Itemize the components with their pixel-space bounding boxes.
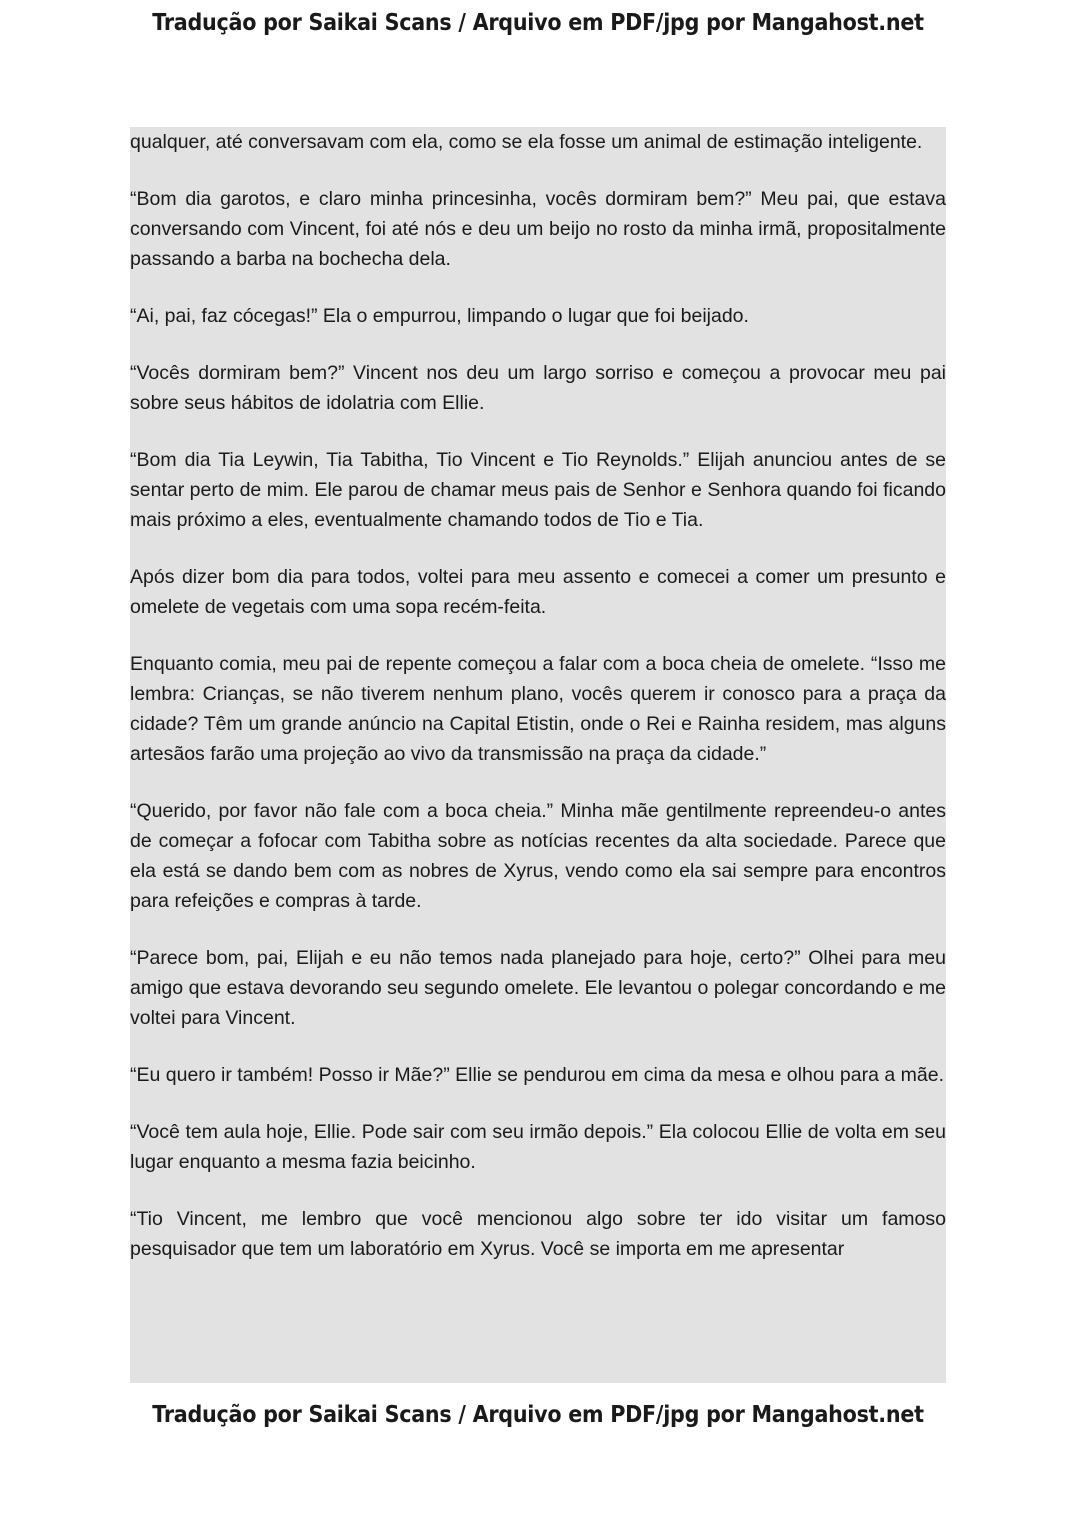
paragraph-9: “Parece bom, pai, Elijah e eu não temos nada planejado para hoje, certo?” Olhei para meu amigo que estava devorando seu segundo omelete. Ele levantou o polegar concordando e me voltei para Vincent. <box>130 947 946 1029</box>
paragraph-12: “Tio Vincent, me lembro que você mencionou algo sobre ter ido visitar um famoso pesquisador que tem um laboratório em Xyrus. Você se importa em me apresentar <box>130 1208 946 1260</box>
paragraph-5: “Bom dia Tia Leywin, Tia Tabitha, Tio Vincent e Tio Reynolds.” Elijah anunciou antes de se sentar perto de mim. Ele parou de chamar meus pais de Senhor e Senhora quando foi ficando mais próximo a eles, eventualmente chamando todos de Tio e Tia. <box>130 449 946 531</box>
paragraph-6: Após dizer bom dia para todos, voltei para meu assento e comecei a comer um presunto e omelete de vegetais com uma sopa recém-feita. <box>130 566 946 618</box>
paragraph-8: “Querido, por favor não fale com a boca cheia.” Minha mãe gentilmente repreendeu-o antes de começar a fofocar com Tabitha sobre as notícias recentes da alta sociedade. Parece que ela está se dando bem com as nobres de Xyrus, vendo como ela sai sempre para encontros para refeições e compras à tarde. <box>130 800 946 912</box>
paragraph-7: Enquanto comia, meu pai de repente começou a falar com a boca cheia de omelete. “Isso me lembra: Crianças, se não tiverem nenhum plano, vocês querem ir conosco para a praça da cidade? Têm um grande anúncio na Capital Etistin, onde o Rei e Rainha residem, mas alguns artesãos farão uma projeção ao vivo da transmissão na praça da cidade.” <box>130 653 946 765</box>
header-credit: Tradução por Saikai Scans / Arquivo em PDF/jpg por Mangahost.net <box>152 10 924 36</box>
paragraph-10: “Eu quero ir também! Posso ir Mãe?” Ellie se pendurou em cima da mesa e olhou para a mãe. <box>130 1064 944 1086</box>
paragraph-1: qualquer, até conversavam com ela, como se ela fosse um animal de estimação inteligente. <box>130 131 923 153</box>
footer-credit: Tradução por Saikai Scans / Arquivo em PDF/jpg por Mangahost.net <box>152 1402 924 1428</box>
page-body-text <box>130 127 946 1383</box>
paragraph-4: “Vocês dormiram bem?” Vincent nos deu um largo sorriso e começou a provocar meu pai sobre seus hábitos de idolatria com Ellie. <box>130 362 946 414</box>
paragraph-3: “Ai, pai, faz cócegas!” Ela o empurrou, limpando o lugar que foi beijado. <box>130 305 749 327</box>
paragraph-2: “Bom dia garotos, e claro minha princesinha, vocês dormiram bem?” Meu pai, que estava conversando com Vincent, foi até nós e deu um beijo no rosto da minha irmã, propositalmente passando a barba na bochecha dela. <box>130 188 946 270</box>
paragraph-11: “Você tem aula hoje, Ellie. Pode sair com seu irmão depois.” Ela colocou Ellie de volta em seu lugar enquanto a mesma fazia beicinho. <box>130 1121 946 1173</box>
